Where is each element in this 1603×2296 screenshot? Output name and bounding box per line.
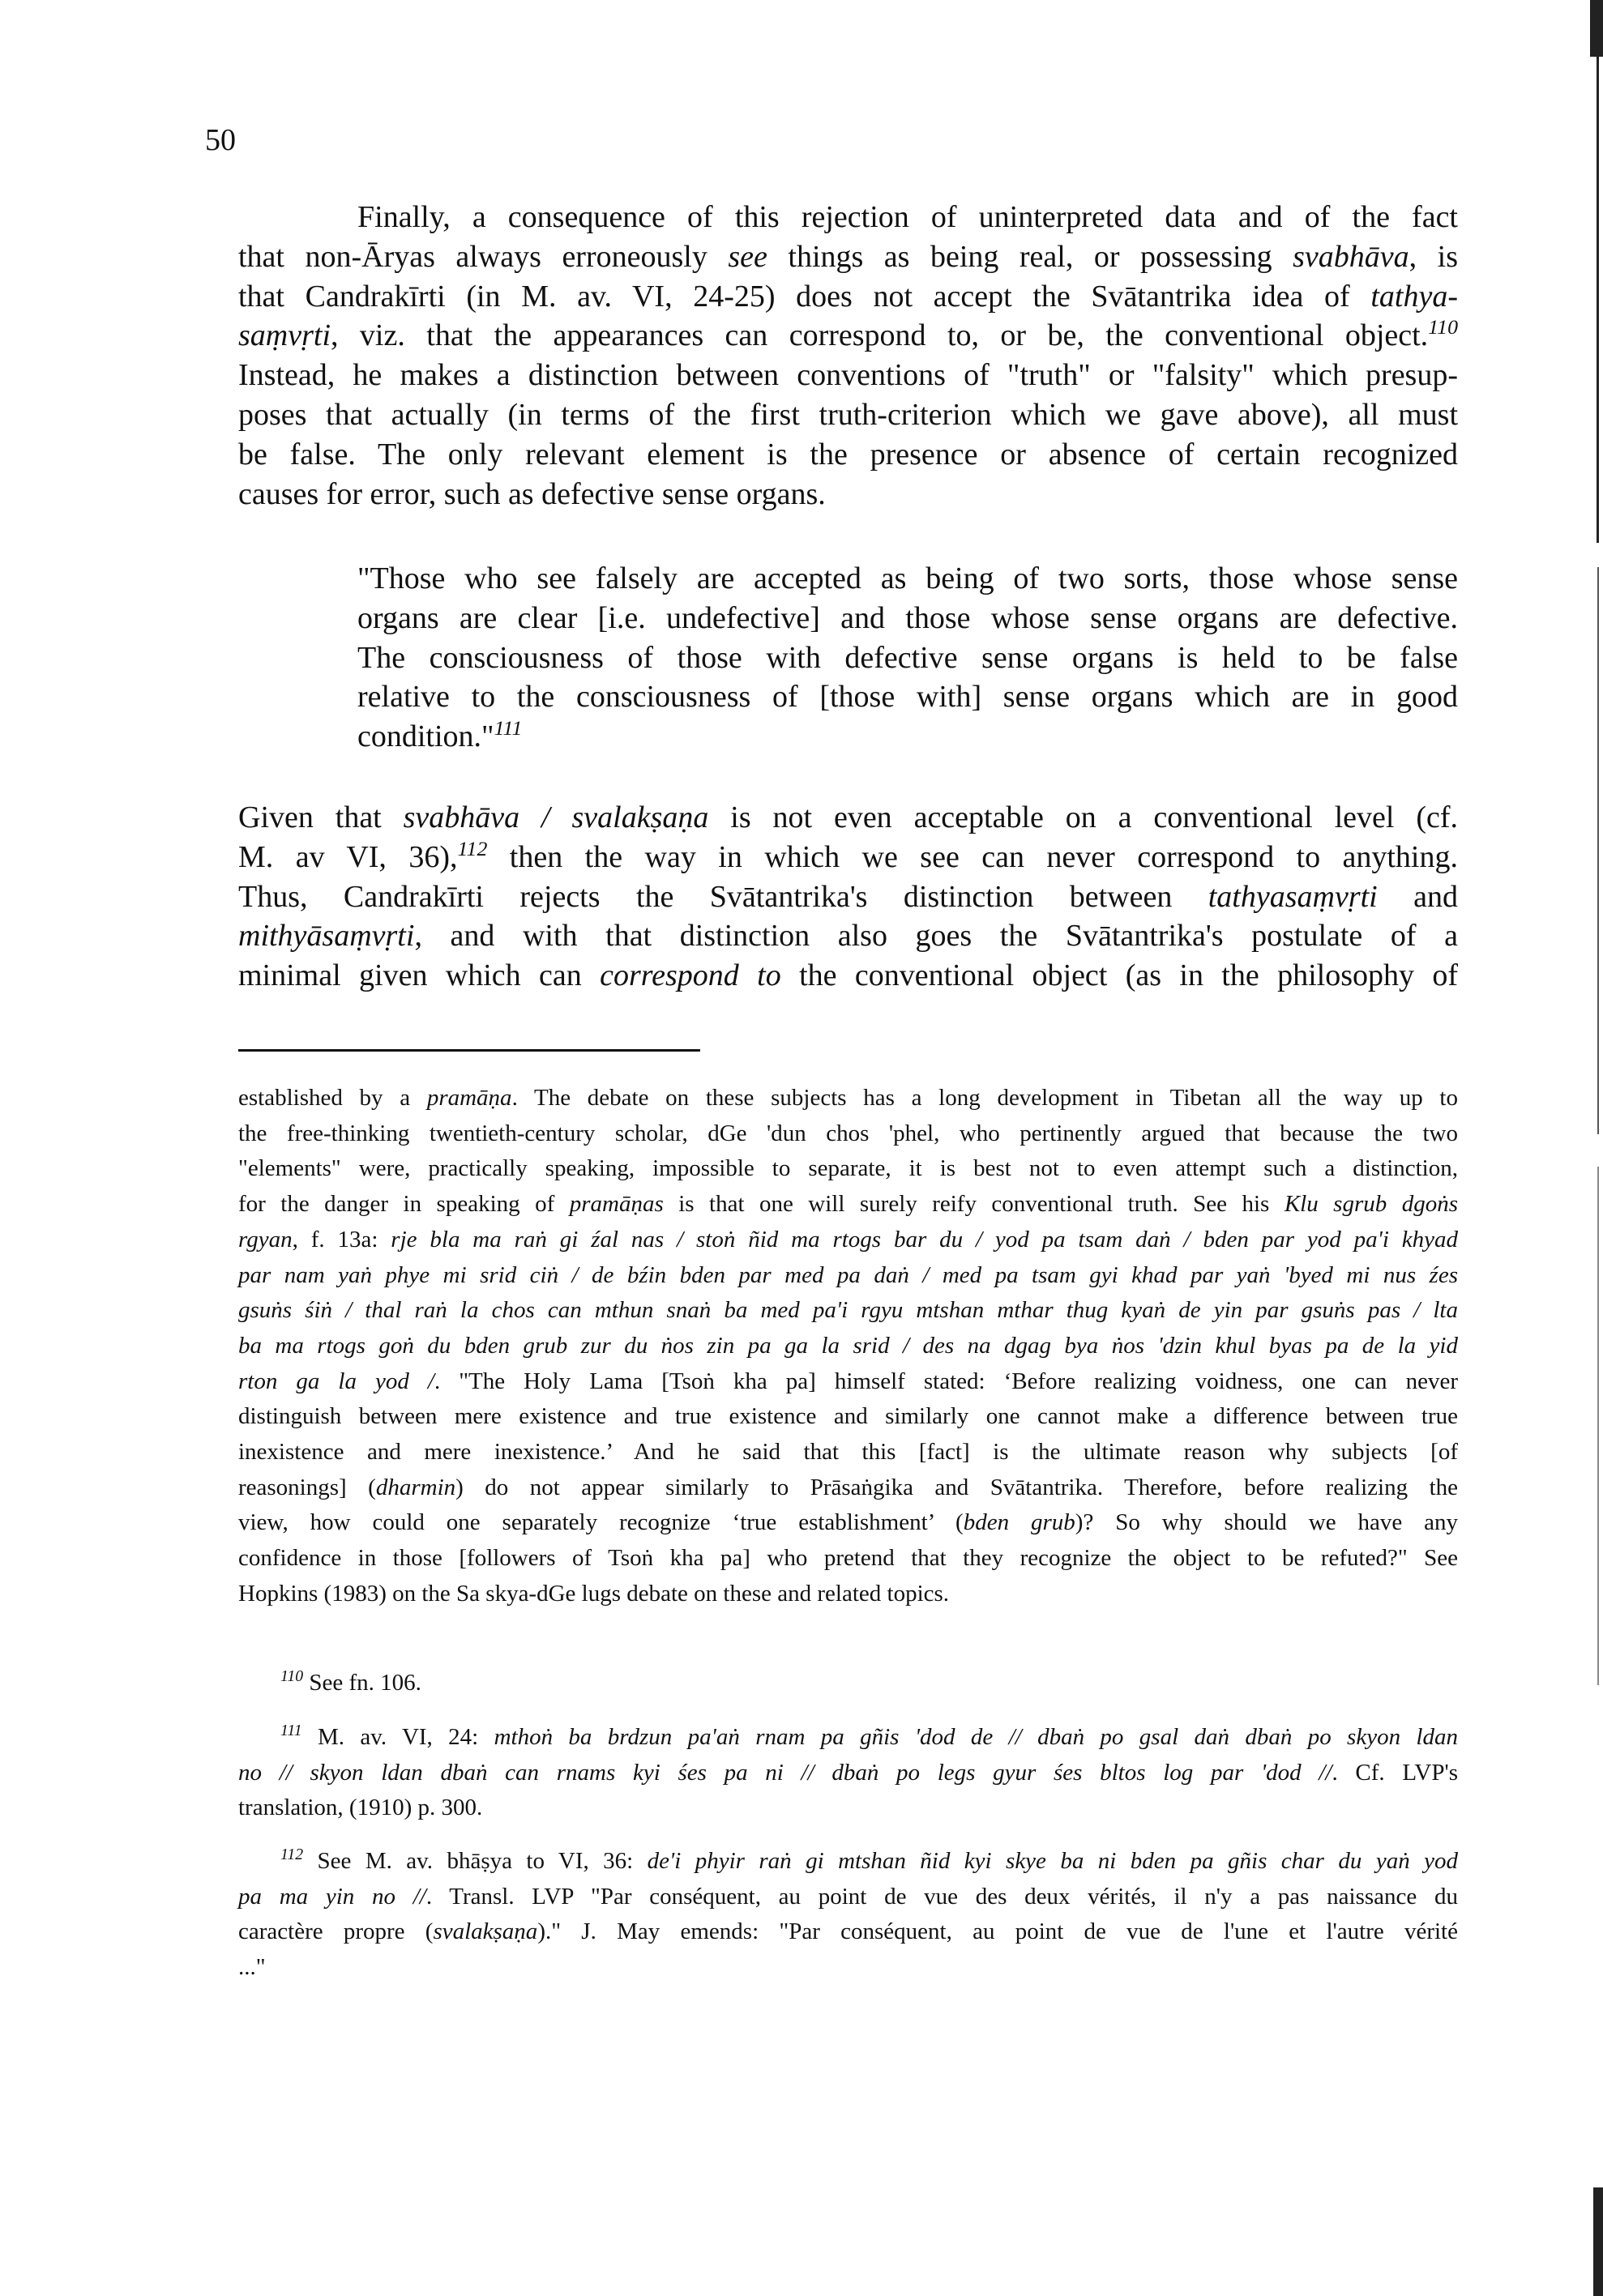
text-line [238, 435, 1458, 475]
italic-text: see [728, 239, 767, 274]
text-line [238, 277, 1458, 317]
text: caractère propre ( [238, 1918, 434, 1945]
text: )." J. May emends: "Par conséquent, au point de vue de l'une et l'autre vérité [537, 1918, 1458, 1945]
text-line [238, 1790, 1458, 1826]
text: that non-Āryas always erroneously [238, 239, 729, 274]
italic-text: pramāṇa [426, 1085, 512, 1111]
italic-text: svalakṣaṇa [433, 1918, 538, 1945]
text: Finally, a consequence of this rejection of uninterpreted data and of the fact [357, 200, 1458, 234]
footnote-reference: 112 [280, 1846, 304, 1864]
text-line [238, 877, 1458, 917]
scan-edge-top [1590, 0, 1603, 57]
text: causes for error, such as defective sense organs. [238, 476, 826, 511]
footnote-reference: 111 [280, 1722, 302, 1740]
italic-text: svabhāva [1293, 239, 1409, 274]
italic-text: svabhāva / svalakṣaṇa [403, 800, 709, 834]
italic-text: no // skyon ldan dbaṅ can rnams kyi śes pa ni // dbaṅ po legs gyur śes bltos log par 'dod // [238, 1759, 1332, 1786]
text: established by a [238, 1085, 427, 1111]
text: poses that actually (in terms of the first truth-criterion which we gave above), all must [238, 397, 1458, 432]
scan-edge-line [1597, 57, 1599, 543]
text-line [238, 1914, 1458, 1950]
footnote-reference: 110 [280, 1667, 304, 1686]
text: . Cf. LVP's [1332, 1759, 1458, 1786]
text: Hopkins (1983) on the Sa skya-dGe lugs debate on these and related topics. [238, 1580, 950, 1607]
text: See fn. 106. [303, 1670, 421, 1696]
text-line [357, 638, 1458, 678]
text: things as being real, or possessing [767, 239, 1293, 274]
italic-text: correspond to [600, 958, 781, 993]
text-line [357, 559, 1458, 599]
text: . "The Holy Lama [Tsoṅ kha pa] himself stated: ‘Before realizing voidness, one can never [434, 1368, 1458, 1394]
text: . Transl. LVP "Par conséquent, au point de vue des deux vérités, il n'y a pas naissance du [425, 1883, 1458, 1910]
text: the conventional object (as in the philosophy of [780, 958, 1458, 993]
italic-text: mthoṅ ba brdzun pa'aṅ rnam pa gñis 'dod de // dbaṅ po gsal daṅ dbaṅ po skyon ldan [494, 1724, 1458, 1750]
text-line [238, 1293, 1458, 1329]
footnote-110 [238, 1666, 1458, 1701]
text: , and with that distinction also goes the Svātantrika's postulate of a [414, 919, 1458, 954]
text: relative to the consciousness of [those with] sense organs which are in good [357, 680, 1458, 715]
italic-text: de'i phyir raṅ gi mtshan ñid kyi skye ba ni bden pa gñis char du yaṅ yod [647, 1848, 1458, 1874]
italic-text: tathya- [1370, 279, 1458, 314]
text: M. av VI, 36), [238, 839, 458, 874]
scan-edge-bottom [1593, 2187, 1603, 2296]
text: )? So why should we have any [1075, 1509, 1458, 1536]
text: Given that [238, 800, 404, 834]
footnote-reference: 110 [1428, 315, 1458, 339]
text-line [238, 1950, 1458, 1986]
italic-text: rton ga la yod / [238, 1368, 434, 1394]
italic-text: pa ma yin no // [238, 1883, 426, 1910]
italic-text: dharmin [375, 1474, 456, 1500]
text: minimal given which can [238, 958, 601, 993]
text: , is [1409, 239, 1458, 274]
text-line [238, 1223, 1458, 1258]
italic-text: tathyasaṃvṛti [1208, 879, 1378, 914]
body-paragraph-1 [238, 198, 1458, 514]
text: that Candrakīrti (in M. av. VI, 24-25) does not accept the Svātantrika idea of [238, 279, 1371, 314]
italic-text: par nam yaṅ phye mi srid ciṅ / de bźin bden par med pa daṅ / med pa tsam gyi khad par yaṅ 'byed mi nus źes [238, 1261, 1458, 1288]
italic-text: rje bla ma raṅ gi źal nas / stoṅ ñid ma rtogs bar du / yod pa tsam daṅ / bden par yod pa'i khyad [391, 1226, 1458, 1253]
block-quote [357, 559, 1458, 757]
text: and [1377, 879, 1458, 914]
text-line [238, 798, 1458, 838]
italic-text: mithyāsaṃvṛti [238, 919, 415, 954]
text: the free-thinking twentieth-century scholar, dGe 'dun chos 'phel, who pertinently argued that because the two [238, 1120, 1458, 1146]
text-line [238, 1399, 1458, 1435]
text-line [238, 395, 1458, 435]
text-line [238, 1577, 1458, 1612]
text-line [238, 1435, 1458, 1470]
text-line [238, 838, 1458, 877]
text-line [357, 599, 1458, 638]
italic-text: bden grub [963, 1509, 1075, 1536]
italic-text: pramāṇas [569, 1191, 664, 1218]
text-line [238, 1470, 1458, 1506]
text: for the danger in speaking of [238, 1191, 570, 1218]
text: , f. 13a: [292, 1226, 391, 1253]
scan-edge-line [1597, 1167, 1599, 1685]
text: translation, (1910) p. 300. [238, 1795, 483, 1821]
text-line [238, 1844, 1458, 1880]
scan-edge-line [1597, 567, 1599, 1134]
text: view, how could one separately recognize ‘true establishment’ ( [238, 1509, 964, 1536]
text: confidence in those [followers of Tsoṅ kha pa] who pretend that they recognize the object to be refuted?" See [238, 1545, 1458, 1572]
text-line [238, 356, 1458, 395]
footnote-reference: 112 [457, 836, 488, 860]
text: . The debate on these subjects has a long development in Tibetan all the way up to [511, 1085, 1458, 1111]
footnote-112 [238, 1844, 1458, 1986]
text: M. av. VI, 24: [301, 1724, 494, 1750]
text-line [238, 1081, 1458, 1116]
text: is not even acceptable on a conventional level (cf. [708, 800, 1458, 834]
text-line [238, 916, 1458, 956]
text: is that one will surely reify conventional truth. See his [663, 1191, 1285, 1218]
text-line [238, 1151, 1458, 1187]
text-line [357, 717, 1458, 757]
italic-text: saṃvṛti [238, 318, 331, 353]
text-line [238, 316, 1458, 356]
text: "elements" were, practically speaking, impossible to separate, it is best not to even attempt such a distinction, [238, 1155, 1458, 1182]
footnote-separator-rule [238, 1049, 700, 1052]
text: See M. av. bhāṣya to VI, 36: [303, 1848, 648, 1874]
footnote-111 [238, 1720, 1458, 1826]
italic-text: ba ma rtogs goṅ du bden grub zur du ṅos zin pa ga la srid / des na dgag bya ṅos 'dzin khul byas pa de la yid [238, 1332, 1458, 1359]
text-line [238, 1541, 1458, 1577]
text-line [238, 1116, 1458, 1152]
text: then the way in which we see can never correspond to anything. [487, 839, 1458, 874]
text: ..." [238, 1954, 266, 1981]
text-line [238, 1505, 1458, 1541]
italic-text: rgyan [238, 1226, 293, 1253]
text-line [238, 1666, 1458, 1701]
text: The consciousness of those with defective sense organs is held to be false [357, 640, 1458, 675]
text: "Those who see falsely are accepted as being of two sorts, those whose sense [357, 561, 1458, 595]
italic-text: gsuṅs śiṅ / thal raṅ la chos can mthun snaṅ ba med pa'i rgyu mtshan mthar thug kyaṅ de yin par gsuṅs pas / lta [238, 1297, 1458, 1324]
footnote-continuation [238, 1081, 1458, 1612]
text: Instead, he makes a distinction between conventions of "truth" or "falsity" which presup- [238, 358, 1458, 393]
text-line [238, 198, 1458, 237]
text-line [238, 475, 1458, 514]
text-line [238, 1720, 1458, 1756]
text-line [238, 1756, 1458, 1791]
text-line [238, 1187, 1458, 1223]
text-line [238, 237, 1458, 277]
text: ) do not appear similarly to Prāsaṅgika and Svātantrika. Therefore, before realizing the [455, 1474, 1459, 1500]
text: be false. The only relevant element is the presence or absence of certain recognized [238, 437, 1458, 472]
text-line [238, 1258, 1458, 1294]
page-number: 50 [205, 123, 236, 157]
text: reasonings] ( [238, 1474, 376, 1500]
text: inexistence and mere inexistence.’ And he said that this [fact] is the ultimate reason why subjects [of [238, 1439, 1458, 1466]
body-paragraph-2 [238, 798, 1458, 996]
text: , viz. that the appearances can correspond to, or be, the conventional object. [331, 318, 1429, 353]
italic-text: Klu sgrub dgoṅs [1284, 1191, 1458, 1218]
text: condition." [357, 719, 494, 754]
text-line [238, 1364, 1458, 1400]
text: organs are clear [i.e. undefective] and those whose sense organs are defective. [357, 600, 1458, 635]
text-line [357, 677, 1458, 717]
text-line [238, 1880, 1458, 1915]
text-line [238, 1329, 1458, 1364]
text: distinguish between mere existence and true existence and similarly one cannot make a difference between true [238, 1403, 1458, 1430]
text: Thus, Candrakīrti rejects the Svātantrika's distinction between [238, 879, 1208, 914]
footnote-reference: 111 [494, 715, 523, 740]
text-line [238, 956, 1458, 996]
